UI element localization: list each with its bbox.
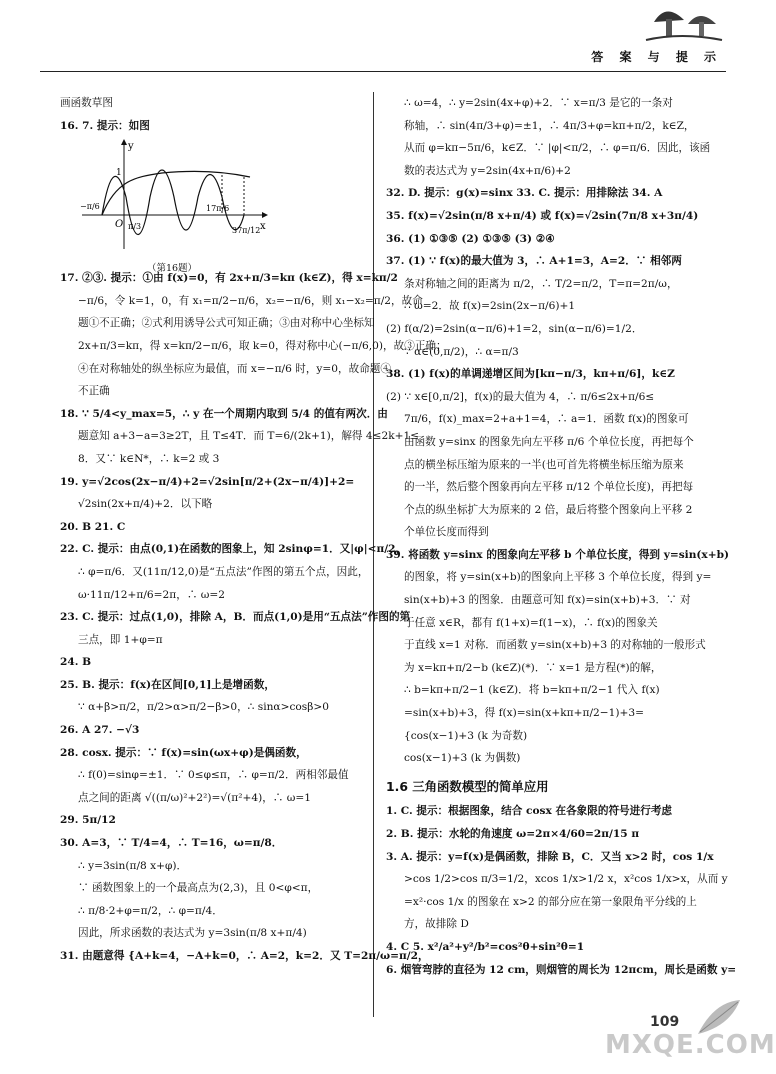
answer-line: 2x+π/3=kπ，得 x=kπ/2−π/6，取 k=0，得对称中心(−π/6,0)，故③正确； — [78, 339, 447, 352]
answer-line: 17. ②③. 提示：①由 f(x)=0，有 2x+π/3=kπ (k∈Z)，得 x=kπ/2 — [60, 272, 398, 285]
answer-line: 28. cosx. 提示：∵ f(x)=sin(ωx+φ)是偶函数， — [60, 746, 307, 759]
answer-line: 36. (1) ①③⑤ (2) ①③⑤ (3) ②④ — [386, 232, 555, 245]
answer-line: 三点，即 1+φ=π — [78, 633, 163, 646]
answer-line: (2) ∵ x∈[0,π/2]，f(x)的最大值为 4，∴ π/6≤2x+π/6≤ — [386, 390, 655, 403]
answer-line: 1. C. 提示：根据图象，结合 cosx 在各象限的符号进行考虑 — [386, 805, 673, 818]
tick-neg-pi-6: −π/6 — [80, 202, 100, 212]
mushroom-logo-icon — [636, 2, 726, 44]
answer-line: ∵ α∈(0,π/2)，∴ α=π/3 — [404, 345, 519, 358]
figure-caption: （第16题） — [146, 262, 198, 274]
watermark: MXQE.COM — [605, 1030, 776, 1060]
answer-line: 4. C 5. x²/a²+y²/b²=cos²θ+sin²θ=1 — [386, 940, 585, 953]
tick-one: 1 — [116, 168, 122, 179]
axis-y-label: y — [128, 141, 134, 153]
answer-line: ④在对称轴处的纵坐标应为最值，而 x=−π/6 时，y=0，故命题④ — [78, 362, 391, 375]
answer-line: 22. C. 提示：由点(0,1)在函数的图象上，知 2sinφ=1．又|φ|<π/2， — [60, 543, 407, 556]
answer-line: 数的表达式为 y=2sin(4x+π/6)+2 — [404, 164, 571, 177]
answer-line: 不正确 — [78, 385, 110, 398]
answer-line: 从而 φ=kπ−5π/6，k∈Z．∵ |φ|<π/2，∴ φ=π/6．因此，该函 — [404, 142, 711, 155]
answer-line: 2. B. 提示：水轮的角速度 ω=2π×4/60=2π/15 π — [386, 828, 640, 840]
answer-line: 6. 烟管弯脖的直径为 12 cm，则烟管的周长为 12πcm，周长是函数 y= — [386, 963, 737, 976]
answer-line: 25. B. 提示：f(x)在区间[0,1]上是增函数， — [60, 678, 275, 691]
answer-line: 的一半，然后整个图象再向左平移 π/12 个单位长度)，再把每 — [404, 481, 694, 494]
answer-line: ∵ α+β>π/2，π/2>α>π/2−β>0，∴ sinα>cosβ>0 — [78, 701, 329, 714]
answer-line: =x²·cos 1/x 的图象在 x>2 的部分应在第一象限角平分线的上 — [404, 895, 697, 908]
answer-line: 18. ∵ 5/4<y_max=5，∴ y 在一个周期内取到 5/4 的值有两次．由 — [60, 407, 388, 420]
answer-line: (2) f(α/2)=2sin(α−π/6)+1=2，sin(α−π/6)=1/2． — [386, 322, 643, 335]
answer-line: 因此，所求函数的表达式为 y=3sin(π/8 x+π/4) — [78, 927, 307, 940]
sine-graph — [72, 137, 272, 253]
answer-line: 点之间的距离 √((π/ω)²+2²)=√(π²+4)，∴ ω=1 — [78, 791, 312, 804]
origin-label: O — [115, 219, 124, 231]
answer-line: 37. (1) ∵ f(x)的最大值为 3，∴ A+1=3，A=2．∵ 相邻两 — [386, 255, 682, 268]
answer-line: ∴ ω=2．故 f(x)=2sin(2x−π/6)+1 — [404, 300, 576, 313]
answer-line: 条对称轴之间的距离为 π/2，∴ T/2=π/2，T=π=2π/ω， — [404, 277, 678, 290]
answer-line: ∴ b=kπ+π/2−1 (k∈Z)．将 b=kπ+π/2−1 代入 f(x) — [404, 684, 660, 697]
tick-37pi-12: 37π/12 — [232, 226, 261, 236]
answer-line: sin(x+b)+3 的图象．由题意可知 f(x)=sin(x+b)+3．∵ 对 — [404, 594, 691, 607]
answer-line: =sin(x+b)+3，得 f(x)=sin(x+kπ+π/2−1)+3= — [404, 707, 645, 720]
answer-line: 画函数草图 — [60, 97, 113, 109]
figure-16 — [72, 137, 362, 274]
answer-line: −π/6，令 k=1，0，有 x₁=π/2−π/6，x₂=−π/6，则 x₁−x₂=π/2，故命 — [78, 294, 423, 307]
answer-line: ∴ f(0)=sinφ=±1．∵ 0≤φ≤π，∴ φ=π/2．两相邻最值 — [78, 769, 349, 782]
answer-line: ∴ ω=4，∴ y=2sin(4x+φ)+2．∵ x=π/3 是它的一条对 — [404, 97, 673, 109]
answer-line: 35. f(x)=√2sin(π/8 x+π/4) 或 f(x)=√2sin(7π/8 x+3π/4) — [386, 209, 699, 222]
answer-line: 7π/6，f(x)_max=2+a+1=4，∴ a=1．函数 f(x)的图象可 — [404, 413, 689, 426]
answer-line: ∴ π/8·2+φ=π/2，∴ φ=π/4． — [78, 904, 223, 917]
answer-line: 29. 5π/12 — [60, 814, 116, 827]
answer-line: 个点的纵坐标扩大为原来的 2 倍，最后将整个图象向上平移 2 — [404, 503, 693, 516]
tick-17pi-6: 17π/6 — [206, 204, 230, 214]
section-heading: 1.6 三角函数模型的简单应用 — [386, 778, 549, 794]
answer-line: 16. 7. 提示：如图 — [60, 119, 150, 132]
answer-line: 称轴，∴ sin(4π/3+φ)=±1，∴ 4π/3+φ=kπ+π/2，k∈Z， — [404, 119, 695, 132]
answer-line: 3. A. 提示：y=f(x)是偶函数，排除 B，C．又当 x>2 时，cos 1/x — [386, 850, 714, 863]
answer-line: ∴ y=3sin(π/8 x+φ)． — [78, 859, 188, 872]
header-rule — [40, 71, 726, 72]
answer-line: 的图象，将 y=sin(x+b)的图象向上平移 3 个单位长度，得到 y= — [404, 571, 712, 584]
answer-line: 个单位长度而得到 — [404, 526, 489, 539]
answer-line: ∴ φ=π/6．又(11π/12,0)是“五点法”作图的第五个点，因此， — [78, 565, 369, 578]
answer-line: 26. A 27. −√3 — [60, 724, 140, 737]
answer-line: 方，故排除 D — [404, 918, 469, 931]
answer-line: 题①不正确；②式利用诱导公式可知正确；③由对称中心坐标知 — [78, 317, 375, 330]
answer-line: 23. C. 提示：过点(1,0)，排除 A，B．而点(1,0)是用“五点法”作图的第 — [60, 611, 411, 624]
answer-line: 19. y=√2cos(2x−π/4)+2=√2sin[π/2+(2x−π/4)]+2= — [60, 475, 355, 488]
answer-line: 由函数 y=sinx 的图象先向左平移 π/6 个单位长度，再把每个 — [404, 435, 694, 448]
answer-line: 39. 将函数 y=sinx 的图象向左平移 b 个单位长度，得到 y=sin(x+b) — [386, 548, 730, 561]
tick-pi-3: π/3 — [128, 222, 142, 232]
answer-line: 于任意 x∈R，都有 f(1+x)=f(1−x)，∴ f(x)的图象关 — [404, 616, 658, 629]
answer-line: 题意知 a+3−a=3≥2T，且 T≤4T．而 T=6/(2k+1)，解得 4≤2k+1≤ — [78, 430, 420, 443]
answer-line: 8．又∵ k∈N*，∴ k=2 或 3 — [78, 452, 220, 465]
answer-line: {cos(x−1)+3 (k 为奇数) — [404, 729, 528, 742]
right-column — [386, 92, 737, 981]
answer-line: 为 x=kπ+π/2−b (k∈Z)(*)．∵ x=1 是方程(*)的解， — [404, 661, 662, 674]
answer-line: 38. (1) f(x)的单调递增区间为[kπ−π/3，kπ+π/6]，k∈Z — [386, 368, 675, 381]
axis-x-label: x — [260, 221, 266, 233]
answer-line: ∵ 函数图象上的一个最高点为(2,3)，且 0<φ<π， — [78, 882, 319, 895]
answer-line: cos(x−1)+3 (k 为偶数) — [404, 752, 521, 765]
answer-line: >cos 1/2>cos π/3=1/2，xcos 1/x>1/2 x，x²cos 1/x>x，从而 y — [404, 873, 728, 886]
answer-line: 24. B — [60, 656, 92, 669]
answer-line: √2sin(2x+π/4)+2．以下略 — [78, 498, 213, 511]
answer-line: 于直线 x=1 对称．而函数 y=sin(x+b)+3 的对称轴的一般形式 — [404, 639, 706, 652]
answer-line: 30. A=3，∵ T/4=4，∴ T=16，ω=π/8． — [60, 837, 283, 850]
answer-line: 点的横坐标压缩为原来的一半(也可首先将横坐标压缩为原来 — [404, 458, 684, 471]
header-title: 答 案 与 提 示 — [591, 50, 722, 64]
answer-line: ω·11π/12+π/6=2π，∴ ω=2 — [78, 588, 226, 601]
answer-line: 20. B 21. C — [60, 520, 126, 533]
answer-line: 31. 由题意得 {A+k=4，−A+k=0，∴ A=2，k=2．又 T=2π/ω=π/2， — [60, 950, 429, 962]
page-number: 109 — [650, 1014, 680, 1030]
answer-line: 32. D. 提示：g(x)=sinx 33. C. 提示：用排除法 34. A — [386, 187, 663, 200]
